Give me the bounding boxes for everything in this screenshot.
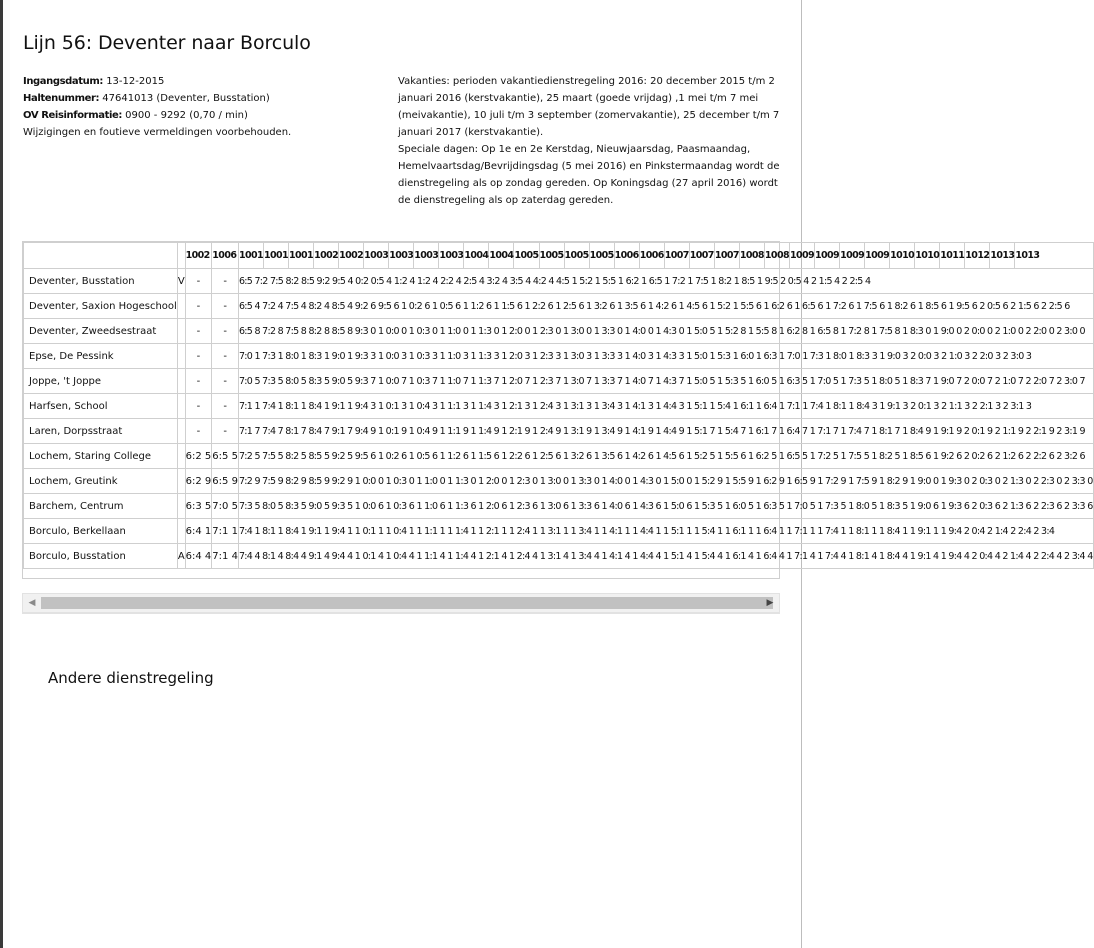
time-sequence: 7:1 7 7:4 7 8:1 7 8:4 7 9:1 7 9:4 9 1 0:1 9 1 0:4 9 1 1:1 9 1 1:4 9 1 2:1 9 1 2:4 9 1 3:1 9 1 3:4 9 1 4:1 9 1 4:4 9 1 5:1 7 1 5:4 7 1 6:1 7 1 6:4 7 1 7:1 7 1 7:4 7 1 8:1 7 1 8:4 9 1 9:1 9 2 0:1 9 2 1:1 9 2 2:1 9 2 3:1 9 [238,419,1093,444]
stop-name: Deventer, Busstation [24,269,178,294]
stop-flag: A [177,544,185,569]
stop-flag [177,519,185,544]
time-cell: 6:5 9 [212,469,239,494]
flag-header [177,243,185,269]
time-cell: 6:4 1 [185,519,212,544]
time-sequence: 7:3 5 8:0 5 8:3 5 9:0 5 9:3 5 1 0:0 6 1 0:3 6 1 1:0 6 1 1:3 6 1 2:0 6 1 2:3 6 1 3:0 6 1 3:3 6 1 4:0 6 1 4:3 6 1 5:0 6 1 5:3 5 1 6:0 5 1 6:3 5 1 7:0 5 1 7:3 5 1 8:0 5 1 8:3 5 1 9:0 6 1 9:3 6 2 0:3 6 2 1:3 6 2 2:3 6 2 3:3 6 [238,494,1093,519]
stop-flag [177,444,185,469]
time-cell: - [185,344,212,369]
time-cell: - [212,344,239,369]
trip-number: 1001 [263,243,288,269]
trip-number: 1005 [514,243,539,269]
scroll-left-arrow-icon[interactable]: ◀ [28,598,36,608]
scroll-right-arrow-icon[interactable]: ▶ [766,598,774,608]
andere-dienstregeling-heading[interactable]: Andere dienstregeling [48,669,214,687]
time-cell: - [185,419,212,444]
stop-flag [177,344,185,369]
time-cell: - [212,294,239,319]
table-row [24,544,1094,569]
trip-number: 1006 [639,243,664,269]
trip-number: 1009 [789,243,814,269]
stop-flag [177,369,185,394]
time-cell: - [212,419,239,444]
ingangsdatum-row: Ingangsdatum: 13-12-2015 [23,76,165,87]
stop-name: Epse, De Pessink [24,344,178,369]
timetable [23,242,1094,569]
trip-number: 1007 [664,243,689,269]
trip-number: 1003 [389,243,414,269]
table-row [24,494,1094,519]
timetable-container[interactable] [22,241,1093,579]
line-info [23,73,363,141]
trip-number: 1005 [539,243,564,269]
trip-number: 1001 [289,243,314,269]
stop-name: Joppe, 't Joppe [24,369,178,394]
stop-name: Laren, Dorpsstraat [24,419,178,444]
stop-flag: V [177,269,185,294]
schedule-notes [398,73,780,209]
time-sequence: 7:2 9 7:5 9 8:2 9 8:5 9 9:2 9 1 0:0 0 1 0:3 0 1 1:0 0 1 1:3 0 1 2:0 0 1 2:3 0 1 3:0 0 1 3:3 0 1 4:0 0 1 4:3 0 1 5:0 0 1 5:2 9 1 5:5 9 1 6:2 9 1 6:5 9 1 7:2 9 1 7:5 9 1 8:2 9 1 9:0 0 1 9:3 0 2 0:3 0 2 1:3 0 2 2:3 0 2 3:3 0 [238,469,1093,494]
time-sequence: 6:5 8 7:2 8 7:5 8 8:2 8 8:5 8 9:3 0 1 0:0 0 1 0:3 0 1 1:0 0 1 1:3 0 1 2:0 0 1 2:3 0 1 3:0 0 1 3:3 0 1 4:0 0 1 4:3 0 1 5:0 5 1 5:2 8 1 5:5 8 1 6:2 8 1 6:5 8 1 7:2 8 1 7:5 8 1 8:3 0 1 9:0 0 2 0:0 0 2 1:0 0 2 2:0 0 2 3:0 0 [238,319,1093,344]
time-cell: 6:2 9 [185,469,212,494]
time-cell: - [185,269,212,294]
time-sequence: 7:1 1 7:4 1 8:1 1 8:4 1 9:1 1 9:4 3 1 0:1 3 1 0:4 3 1 1:1 3 1 1:4 3 1 2:1 3 1 2:4 3 1 3:1 3 1 3:4 3 1 4:1 3 1 4:4 3 1 5:1 1 5:4 1 6:1 1 6:4 1 7:1 1 7:4 1 8:1 1 8:4 3 1 9:1 3 2 0:1 3 2 1:1 3 2 2:1 3 2 3:1 3 [238,394,1093,419]
time-sequence: 6:5 7:2 7:5 8:2 8:5 9:2 9:5 4 0:2 0:5 4 1:2 4 1:2 4 2:2 4 2:5 4 3:2 4 3:5 4 4:2 4 4:5 1 5:2 1 5:5 1 6:2 1 6:5 1 7:2 1 7:5 1 8:2 1 8:5 1 9:5 2 0:5 4 2 1:5 4 2 2:5 4 [238,269,1093,294]
table-row [24,444,1094,469]
stop-name: Barchem, Centrum [24,494,178,519]
time-cell: 6:3 5 [185,494,212,519]
trip-number: 1013 [990,243,1015,269]
stop-header [24,243,178,269]
trip-number: 1009 [815,243,840,269]
haltenummer-row: Haltenummer: 47641013 (Deventer, Busstation) [23,93,270,104]
table-row [24,294,1094,319]
stop-name: Borculo, Berkellaan [24,519,178,544]
time-cell: - [212,269,239,294]
table-row [24,319,1094,344]
time-sequence: 6:5 4 7:2 4 7:5 4 8:2 4 8:5 4 9:2 6 9:5 6 1 0:2 6 1 0:5 6 1 1:2 6 1 1:5 6 1 2:2 6 1 2:5 6 1 3:2 6 1 3:5 6 1 4:2 6 1 4:5 6 1 5:2 1 5:5 6 1 6:2 6 1 6:5 6 1 7:2 6 1 7:5 6 1 8:2 6 1 8:5 6 1 9:5 6 2 0:5 6 2 1:5 6 2 2:5 6 [238,294,1093,319]
trip-number: 1013 [1015,243,1093,269]
trip-number: 1011 [940,243,965,269]
time-cell: 6:4 4 [185,544,212,569]
trip-number: 1005 [589,243,614,269]
timetable-header-row [24,243,1094,269]
time-cell: - [185,369,212,394]
stop-flag [177,494,185,519]
scroll-thumb[interactable] [41,597,773,609]
time-cell: 7:1 1 [212,519,239,544]
stop-name: Harfsen, School [24,394,178,419]
trip-number: 1006 [212,243,239,269]
trip-number: 1004 [464,243,489,269]
trip-number: 1002 [339,243,364,269]
trip-number: 1009 [865,243,890,269]
stop-flag [177,294,185,319]
time-cell: - [212,319,239,344]
time-cell: 6:5 5 [212,444,239,469]
trip-number: 1002 [185,243,212,269]
trip-number: 1003 [414,243,439,269]
stop-name: Lochem, Staring College [24,444,178,469]
time-sequence: 7:4 4 8:1 4 8:4 4 9:1 4 9:4 4 1 0:1 4 1 0:4 4 1 1:1 4 1 1:4 4 1 2:1 4 1 2:4 4 1 3:1 4 1 3:4 4 1 4:1 4 1 4:4 4 1 5:1 4 1 5:4 4 1 6:1 4 1 6:4 4 1 7:1 4 1 7:4 4 1 8:1 4 1 8:4 4 1 9:1 4 1 9:4 4 2 0:4 4 2 1:4 4 2 2:4 4 2 3:4 4 [238,544,1093,569]
trip-number: 1003 [364,243,389,269]
stop-flag [177,394,185,419]
scrollbar-divider [22,613,780,614]
time-sequence: 7:4 1 8:1 1 8:4 1 9:1 1 9:4 1 1 0:1 1 1 0:4 1 1 1:1 1 1 1:4 1 1 2:1 1 1 2:4 1 1 3:1 1 1 3:4 1 1 4:1 1 1 4:4 1 1 5:1 1 1 5:4 1 1 6:1 1 1 6:4 1 1 7:1 1 1 7:4 1 1 8:1 1 1 8:4 1 1 9:1 1 1 9:4 2 0:4 2 1:4 2 2:4 2 3:4 [238,519,1093,544]
trip-number: 1007 [714,243,739,269]
stop-name: Deventer, Saxion Hogeschool [24,294,178,319]
trip-number: 1008 [764,243,789,269]
speciale-dagen-note: Speciale dagen: Op 1e en 2e Kerstdag, Nieuwjaarsdag, Paasmaandag, Hemelvaartsdag/Bevrijdingsdag (5 mei 2016) en Pinkstermaandag wordt de dienstregeling als op zondag gereden. Op Koningsdag (27 april 2016) wordt de dienstregeling als op zaterdag gereden. [398,144,780,206]
time-cell: 7:0 5 [212,494,239,519]
time-cell: - [212,369,239,394]
trip-number: 1003 [439,243,464,269]
time-cell: 6:2 5 [185,444,212,469]
table-row [24,394,1094,419]
time-cell: - [212,394,239,419]
trip-number: 1002 [314,243,339,269]
trip-number: 1001 [238,243,263,269]
time-cell: - [185,319,212,344]
page-border-left [0,0,3,948]
stop-name: Lochem, Greutink [24,469,178,494]
trip-number: 1012 [965,243,990,269]
table-row [24,519,1094,544]
table-row [24,369,1094,394]
disclaimer: Wijzigingen en foutieve vermeldingen voorbehouden. [23,127,292,138]
table-row [24,344,1094,369]
trip-number: 1007 [689,243,714,269]
trip-number: 1004 [489,243,514,269]
stop-flag [177,469,185,494]
trip-number: 1010 [915,243,940,269]
trip-number: 1005 [564,243,589,269]
time-sequence: 7:0 5 7:3 5 8:0 5 8:3 5 9:0 5 9:3 7 1 0:0 7 1 0:3 7 1 1:0 7 1 1:3 7 1 2:0 7 1 2:3 7 1 3:0 7 1 3:3 7 1 4:0 7 1 4:3 7 1 5:0 5 1 5:3 5 1 6:0 5 1 6:3 5 1 7:0 5 1 7:3 5 1 8:0 5 1 8:3 7 1 9:0 7 2 0:0 7 2 1:0 7 2 2:0 7 2 3:0 7 [238,369,1093,394]
stop-flag [177,319,185,344]
ov-reisinformatie-row: OV Reisinformatie: 0900 - 9292 (0,70 / min) [23,110,248,121]
time-sequence: 7:0 1 7:3 1 8:0 1 8:3 1 9:0 1 9:3 3 1 0:0 3 1 0:3 3 1 1:0 3 1 1:3 3 1 2:0 3 1 2:3 3 1 3:0 3 1 3:3 3 1 4:0 3 1 4:3 3 1 5:0 1 5:3 1 6:0 1 6:3 1 7:0 1 7:3 1 8:0 1 8:3 3 1 9:0 3 2 0:0 3 2 1:0 3 2 2:0 3 2 3:0 3 [238,344,1093,369]
time-cell: - [185,394,212,419]
table-row [24,419,1094,444]
vakanties-note: Vakanties: perioden vakantiedienstregeling 2016: 20 december 2015 t/m 2 januari 2016 (kerstvakantie), 25 maart (goede vrijdag) ,1 mei t/m 7 mei (meivakantie), 10 juli t/m 3 september (zomervakantie), 25 december t/m 7 januari 2017 (kerstvakantie). [398,76,780,138]
stop-name: Deventer, Zweedsestraat [24,319,178,344]
horizontal-scrollbar[interactable] [22,593,780,613]
time-cell: - [185,294,212,319]
table-row [24,469,1094,494]
stop-flag [177,419,185,444]
time-sequence: 7:2 5 7:5 5 8:2 5 8:5 5 9:2 5 9:5 6 1 0:2 6 1 0:5 6 1 1:2 6 1 1:5 6 1 2:2 6 1 2:5 6 1 3:2 6 1 3:5 6 1 4:2 6 1 4:5 6 1 5:2 5 1 5:5 6 1 6:2 5 1 6:5 5 1 7:2 5 1 7:5 5 1 8:2 5 1 8:5 6 1 9:2 6 2 0:2 6 2 1:2 6 2 2:2 6 2 3:2 6 [238,444,1093,469]
trip-number: 1009 [840,243,865,269]
trip-number: 1006 [614,243,639,269]
stop-name: Borculo, Busstation [24,544,178,569]
table-row [24,269,1094,294]
trip-number: 1008 [739,243,764,269]
trip-number: 1010 [890,243,915,269]
page-title: Lijn 56: Deventer naar Borculo [23,32,311,54]
time-cell: 7:1 4 [212,544,239,569]
